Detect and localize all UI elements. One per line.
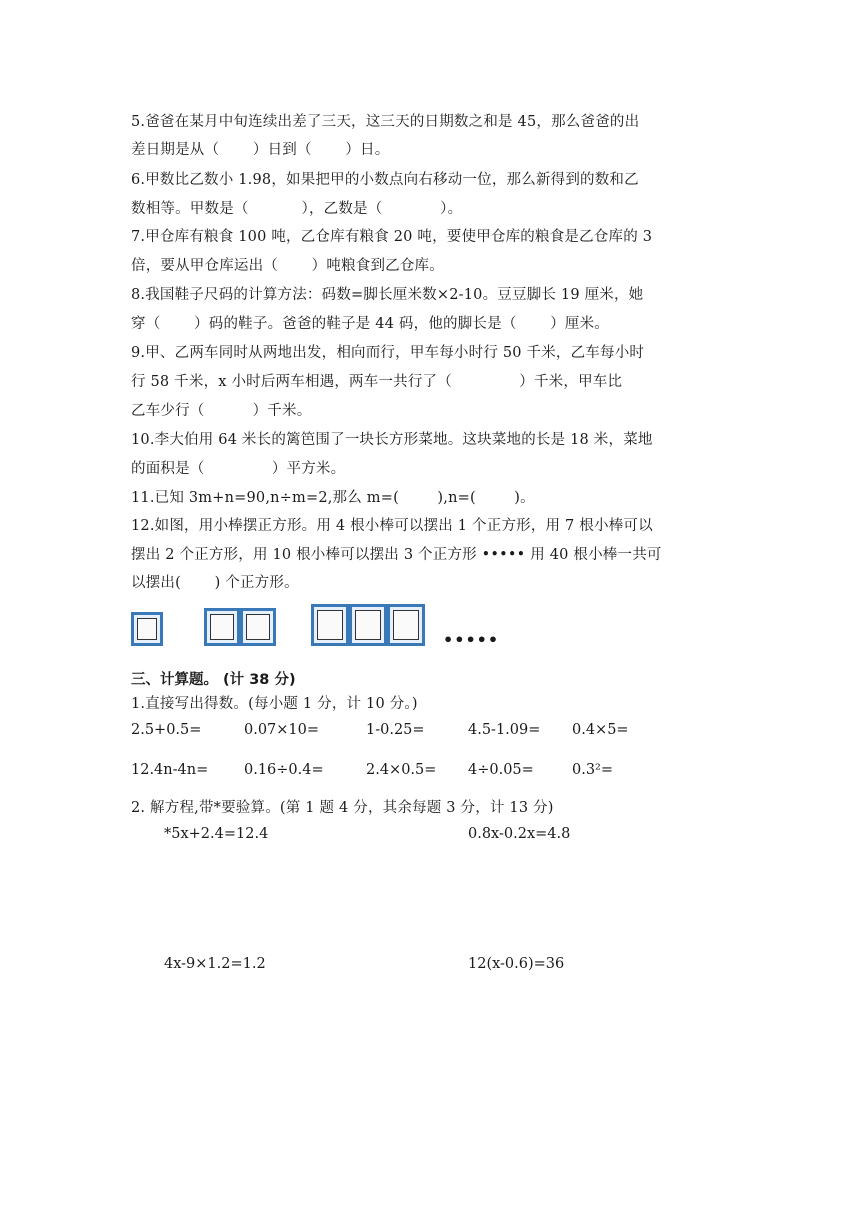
equation-1: *5x+2.4=12.4 <box>164 826 269 842</box>
q8-line2: 穿（ ）码的鞋子。爸爸的鞋子是 44 码，他的脚长是（ ）厘米。 <box>131 316 609 332</box>
section3-sub2: 2. 解方程,带*要验算。(第 1 题 4 分，其余每题 3 分，计 13 分) <box>131 800 554 816</box>
calc-r1-c4: 4.5-1.09= <box>468 722 541 738</box>
square-group2-sq1 <box>204 608 240 646</box>
calc-r2-c4: 4÷0.05= <box>468 762 534 778</box>
calc-r1-c2: 0.07×10= <box>244 722 320 738</box>
equation-2: 0.8x-0.2x=4.8 <box>468 826 571 842</box>
section3-sub1: 1.直接写出得数。(每小题 1 分，计 10 分。) <box>131 696 418 712</box>
q11-line: 11.已知 3m+n=90,n÷m=2,那么 m=( ),n=( )。 <box>131 490 535 506</box>
square-group2-sq2 <box>240 608 276 646</box>
q7-line2: 倍，要从甲仓库运出（ ）吨粮食到乙仓库。 <box>131 258 444 274</box>
q12-line3: 以摆出( ) 个正方形。 <box>131 575 299 591</box>
q5-line2: 差日期是从（ ）日到（ ）日。 <box>131 142 390 158</box>
calc-r2-c5: 0.3²= <box>572 762 614 778</box>
calc-r2-c1: 12.4n-4n= <box>131 762 209 778</box>
equation-3: 4x-9×1.2=1.2 <box>164 956 266 972</box>
equation-4: 12(x-0.6)=36 <box>468 956 565 972</box>
calc-r1-c1: 2.5+0.5= <box>131 722 202 738</box>
q12-line2: 摆出 2 个正方形，用 10 根小棒可以摆出 3 个正方形 ••••• 用 40 根小棒一共可 <box>131 547 662 563</box>
q10-line2: 的面积是（ ）平方米。 <box>131 461 346 477</box>
continuation-dots: ••••• <box>443 630 500 649</box>
square-group1-sq1 <box>131 612 163 646</box>
square-group3-sq3 <box>387 604 425 646</box>
q9-line2: 行 58 千米，x 小时后两车相遇，两车一共行了（ ）千米，甲车比 <box>131 374 623 390</box>
q5-line1: 5.爸爸在某月中旬连续出差了三天，这三天的日期数之和是 45，那么爸爸的出 <box>131 114 640 130</box>
q8-line1: 8.我国鞋子尺码的计算方法：码数=脚长厘米数×2-10。豆豆脚长 19 厘米，她 <box>131 287 644 303</box>
square-group3-sq1 <box>311 604 349 646</box>
q6-line2: 数相等。甲数是（ ），乙数是（ ）。 <box>131 201 463 217</box>
calc-r2-c3: 2.4×0.5= <box>366 762 437 778</box>
calc-r1-c5: 0.4×5= <box>572 722 629 738</box>
q12-line1: 12.如图，用小棒摆正方形。用 4 根小棒可以摆出 1 个正方形，用 7 根小棒可以 <box>131 518 653 534</box>
calc-r2-c2: 0.16÷0.4= <box>244 762 324 778</box>
square-group3-sq2 <box>349 604 387 646</box>
calc-r1-c3: 1-0.25= <box>366 722 425 738</box>
section3-title: 三、计算题。 (计 38 分) <box>131 672 296 688</box>
q9-line1: 9.甲、乙两车同时从两地出发，相向而行，甲车每小时行 50 千米，乙车每小时 <box>131 345 645 361</box>
q9-line3: 乙车少行（ ）千米。 <box>131 403 312 419</box>
q10-line1: 10.李大伯用 64 米长的篱笆围了一块长方形菜地。这块菜地的长是 18 米，菜地 <box>131 432 653 448</box>
q6-line1: 6.甲数比乙数小 1.98，如果把甲的小数点向右移动一位，那么新得到的数和乙 <box>131 172 639 188</box>
q7-line1: 7.甲仓库有粮食 100 吨，乙仓库有粮食 20 吨，要使甲仓库的粮食是乙仓库的 3 <box>131 229 653 245</box>
